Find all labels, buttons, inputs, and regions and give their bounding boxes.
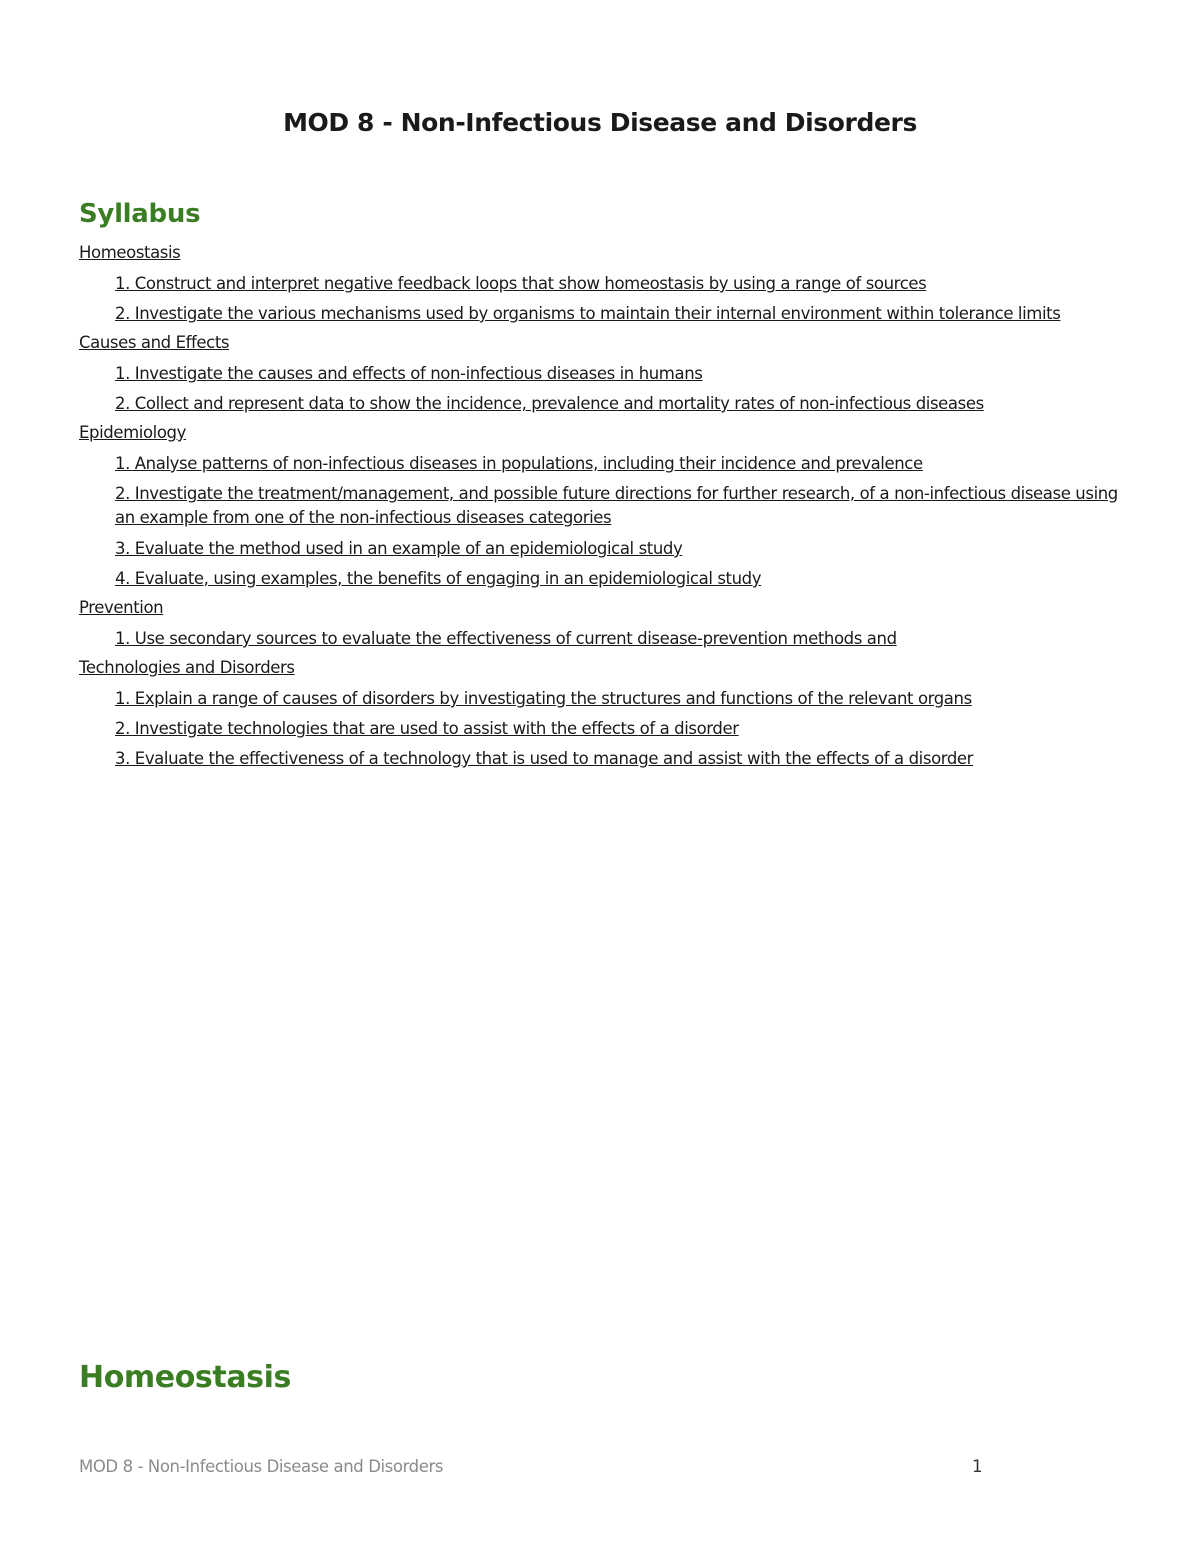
syllabus-heading: Syllabus [79, 199, 201, 229]
outcome-link[interactable]: 1. Construct and interpret negative feedback loops that show homeostasis by using a range of sources [115, 274, 927, 293]
outcome-link[interactable]: 4. Evaluate, using examples, the benefits of engaging in an epidemiological study [115, 569, 762, 588]
homeostasis-section-heading: Homeostasis [79, 1360, 291, 1395]
outcome-link[interactable]: 2. Collect and represent data to show the incidence, prevalence and mortality rates of non-infectious diseases [115, 394, 984, 413]
outcome-link[interactable]: 2. Investigate the various mechanisms used by organisms to maintain their internal environment within tolerance limits [115, 304, 1061, 323]
footer-document-title: MOD 8 - Non-Infectious Disease and Disorders [79, 1457, 444, 1476]
topic-link-epidemiology[interactable]: Epidemiology [79, 423, 186, 442]
outcome-list [79, 272, 1159, 332]
syllabus-topic-homeostasis [79, 242, 1159, 332]
syllabus-topic-epidemiology [79, 422, 1159, 597]
outcome-link[interactable]: 3. Evaluate the effectiveness of a technology that is used to manage and assist with the effects of a disorder [115, 749, 974, 768]
outcome-list [79, 687, 1159, 777]
outcome-link[interactable]: 1. Explain a range of causes of disorders by investigating the structures and functions of the relevant organs [115, 689, 972, 708]
outcome-link[interactable]: 2. Investigate the treatment/management, and possible future directions for further research, of a non-infectious disease using an example from one of the non-infectious diseases categories [115, 484, 1118, 527]
page-title: MOD 8 - Non-Infectious Disease and Disorders [283, 108, 917, 137]
topic-link-technologies-and-disorders[interactable]: Technologies and Disorders [79, 658, 295, 677]
outcome-list [79, 362, 1159, 422]
syllabus-topic-causes-and-effects [79, 332, 1159, 422]
syllabus-topic-prevention [79, 597, 1159, 657]
footer-page-number: 1 [972, 1457, 983, 1476]
topic-link-causes-and-effects[interactable]: Causes and Effects [79, 333, 230, 352]
outcome-list [79, 627, 1159, 657]
outcome-link[interactable]: 2. Investigate technologies that are used to assist with the effects of a disorder [115, 719, 739, 738]
outcome-link[interactable]: 1. Use secondary sources to evaluate the effectiveness of current disease-prevention methods and [115, 629, 897, 648]
topic-link-prevention[interactable]: Prevention [79, 598, 164, 617]
syllabus-list [79, 242, 1159, 777]
outcome-link[interactable]: 1. Investigate the causes and effects of non-infectious diseases in humans [115, 364, 703, 383]
topic-link-homeostasis[interactable]: Homeostasis [79, 243, 181, 262]
syllabus-topic-technologies-and-disorders [79, 657, 1159, 777]
outcome-link[interactable]: 3. Evaluate the method used in an example of an epidemiological study [115, 539, 683, 558]
outcome-list [79, 452, 1159, 597]
outcome-link[interactable]: 1. Analyse patterns of non-infectious diseases in populations, including their incidence and prevalence [115, 454, 923, 473]
